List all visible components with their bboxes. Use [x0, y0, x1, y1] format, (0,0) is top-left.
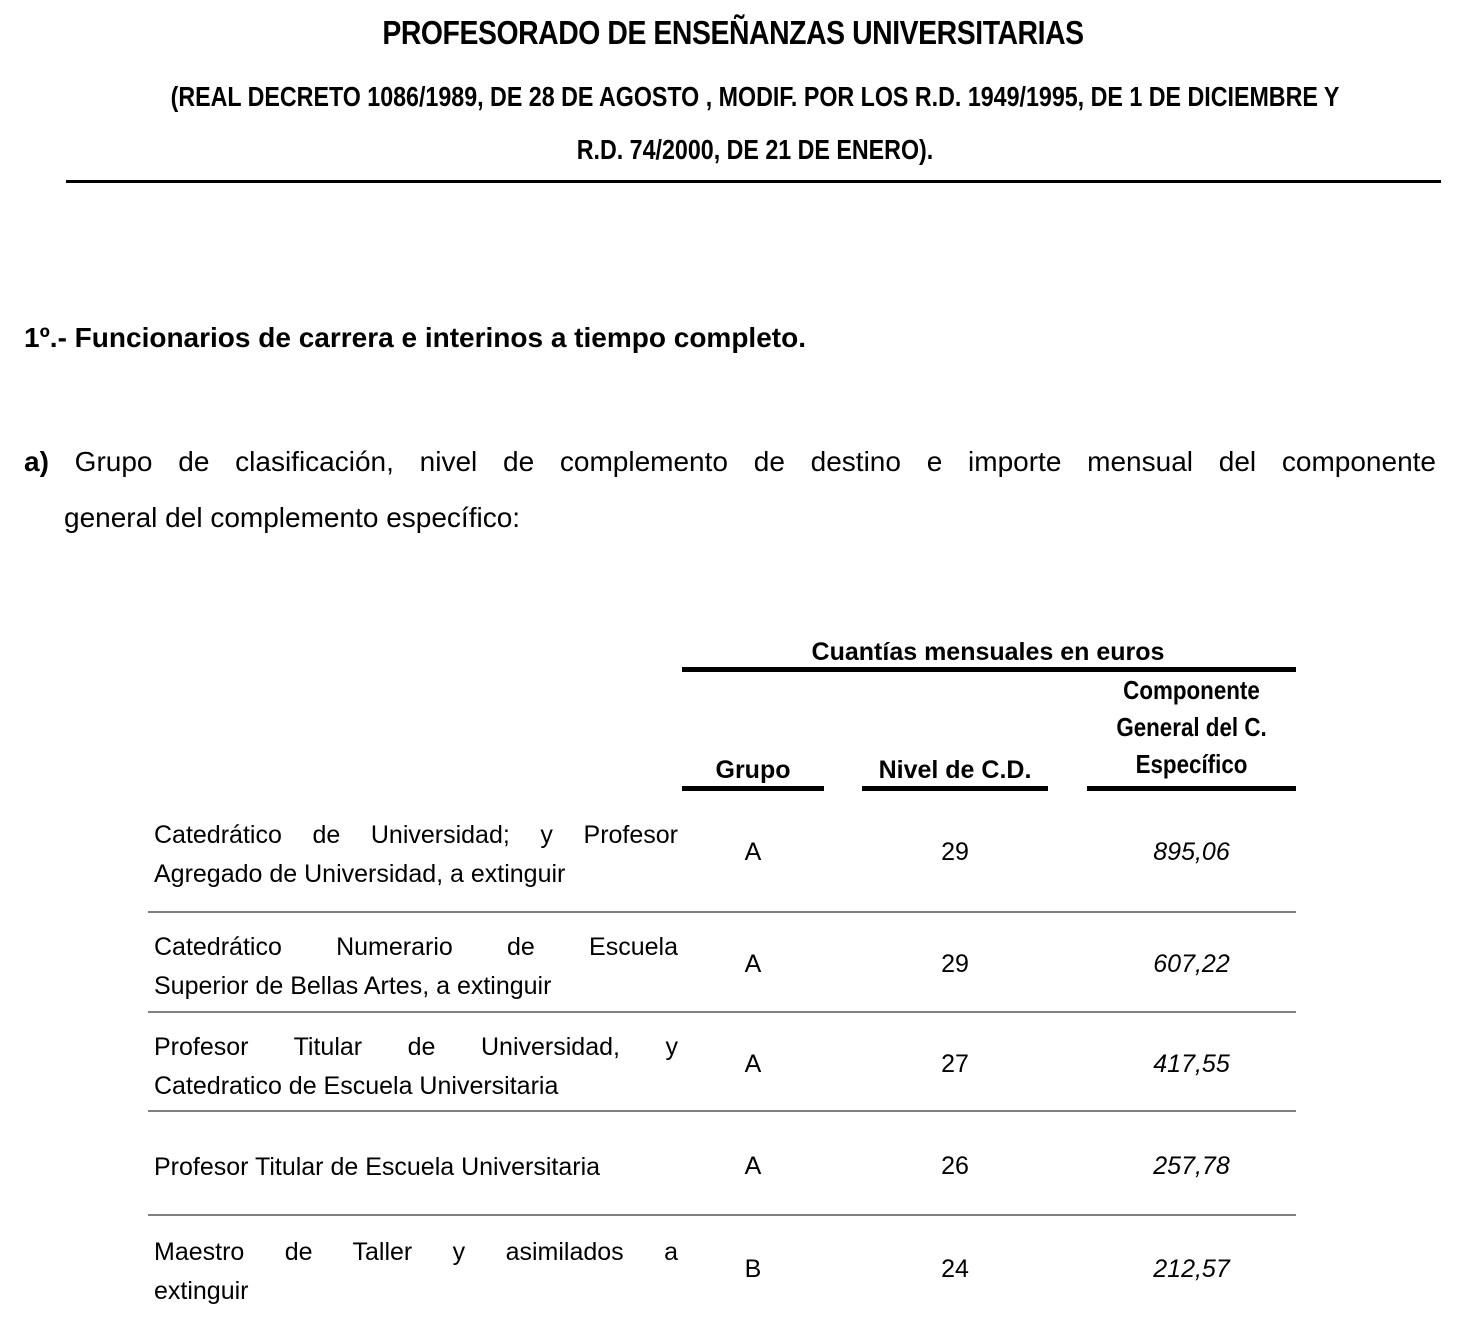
header-divider — [66, 180, 1441, 183]
section-heading: 1º.- Funcionarios de carrera e interinos a tiempo completo. — [24, 322, 806, 353]
subtitle-line-2: R.D. 74/2000, DE 21 DE ENERO). — [576, 134, 934, 165]
row-nivel: 26 — [941, 1152, 969, 1180]
amounts-header: Cuantías mensuales en euros — [811, 638, 1165, 666]
table-row — [148, 1233, 1296, 1313]
row-componente: 257,78 — [1153, 1152, 1230, 1180]
column-header-grupo: Grupo — [715, 756, 791, 784]
row-componente: 417,55 — [1153, 1050, 1230, 1078]
row-name-line-1: Catedrático Numerario de Escuela — [154, 933, 678, 961]
item-text-line-2: general del complemento específico: — [64, 502, 521, 533]
row-name — [154, 816, 678, 894]
row-separator — [148, 1110, 1296, 1112]
row-name-line-2: Agregado de Universidad, a extinguir — [154, 860, 566, 888]
item-line-1 — [24, 434, 1436, 490]
row-name — [154, 1148, 678, 1187]
row-name — [154, 928, 678, 1006]
column-header-componente-line-2: General del C. — [1116, 712, 1267, 742]
table-row — [148, 928, 1296, 1014]
table-row — [148, 1148, 1296, 1218]
row-nivel: 29 — [941, 838, 969, 866]
row-name-line-1: Maestro de Taller y asimilados a — [154, 1238, 678, 1266]
row-separator — [148, 1214, 1296, 1216]
row-separator — [148, 911, 1296, 913]
column-header-nivel: Nivel de C.D. — [878, 756, 1032, 784]
document-title: PROFESORADO DE ENSEÑANZAS UNIVERSITARIAS — [382, 14, 1084, 51]
row-name-line-1: Profesor Titular de Universidad, y — [154, 1033, 678, 1061]
row-nivel: 24 — [941, 1255, 969, 1283]
row-grupo: A — [744, 838, 762, 866]
item-label: a) — [24, 446, 49, 477]
column-header-componente-line-1: Componente — [1123, 675, 1260, 705]
column-header-componente-line-3: Específico — [1135, 749, 1248, 779]
subtitle-line-1: (REAL DECRETO 1086/1989, DE 28 DE AGOSTO , MODIF. POR LOS R.D. 1949/1995, DE 1 DE DICIEMBRE Y — [170, 81, 1340, 112]
table-row — [148, 1028, 1296, 1114]
row-grupo: A — [744, 1050, 762, 1078]
document-subtitle — [162, 70, 1349, 176]
row-name-line-2: Superior de Bellas Artes, a extinguir — [154, 972, 552, 1000]
row-name — [154, 1028, 678, 1106]
row-name-line-2: extinguir — [154, 1277, 249, 1305]
row-name-line-2: Catedratico de Escuela Universitaria — [154, 1072, 559, 1100]
row-name-line-1: Profesor Titular de Escuela Universitaria — [154, 1153, 601, 1181]
row-grupo: B — [744, 1255, 762, 1283]
row-grupo: A — [744, 950, 762, 978]
row-name — [154, 1233, 678, 1311]
row-separator — [148, 1011, 1296, 1013]
row-nivel: 29 — [941, 950, 969, 978]
table-row — [148, 816, 1296, 914]
column-rule-grupo — [682, 786, 824, 791]
row-componente: 895,06 — [1153, 838, 1230, 866]
row-componente: 607,22 — [1153, 950, 1230, 978]
item-text-line-1: Grupo de clasificación, nivel de complemento de destino e importe mensual del componente — [74, 446, 1436, 477]
column-rule-nivel — [862, 786, 1048, 791]
row-componente: 212,57 — [1153, 1255, 1230, 1283]
item-paragraph — [24, 434, 1436, 546]
row-name-line-1: Catedrático de Universidad; y Profesor — [154, 821, 678, 849]
column-rule-componente — [1087, 786, 1296, 791]
row-grupo: A — [744, 1152, 762, 1180]
column-header-componente — [1102, 672, 1282, 783]
row-nivel: 27 — [941, 1050, 969, 1078]
